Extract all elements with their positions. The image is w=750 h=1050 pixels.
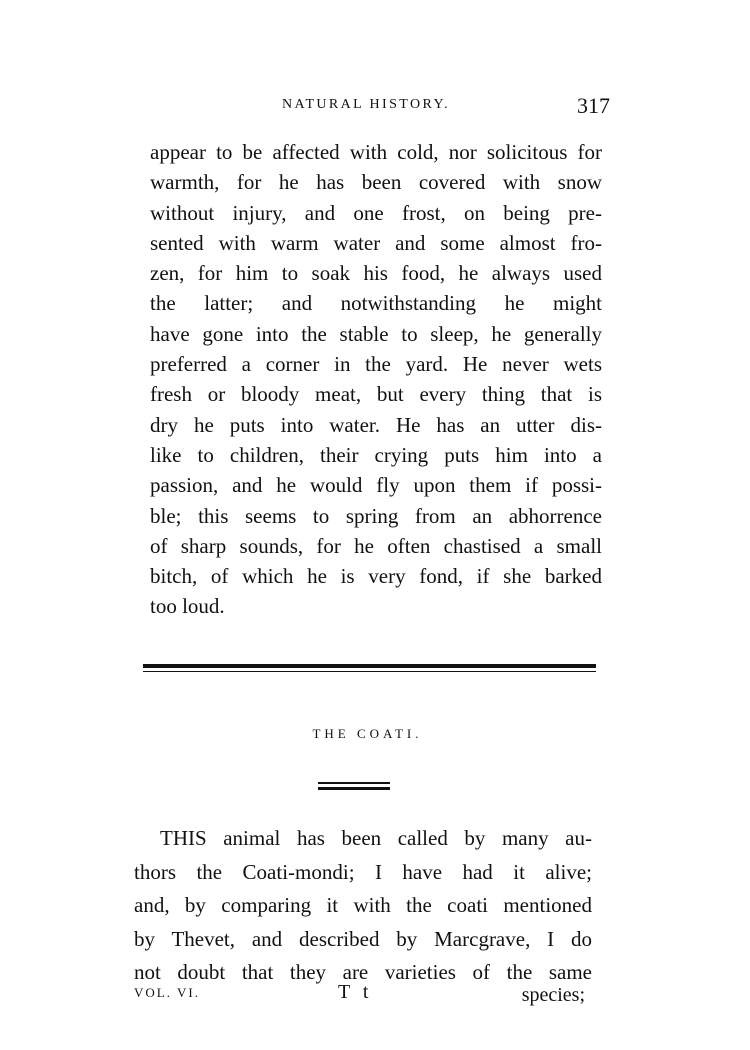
body-paragraph <box>150 137 602 622</box>
signature-mark: T t <box>338 981 373 1003</box>
body-line: zen, for him to soak his food, he always used <box>150 261 602 286</box>
body-line: passion, and he would fly upon them if possi- <box>150 473 602 498</box>
section-line: thors the Coati-mondi; I have had it alive; <box>134 859 592 884</box>
body-line: ble; this seems to spring from an abhorrence <box>150 503 602 528</box>
section-heading: THE COATI. <box>312 726 423 741</box>
section-line: not doubt that they are varieties of the same <box>134 960 592 984</box>
page-number: 317 <box>577 93 610 118</box>
running-title: NATURAL HISTORY. <box>282 97 451 112</box>
heading-rule-thin <box>318 782 390 784</box>
body-line: have gone into the stable to sleep, he generally <box>150 321 602 346</box>
body-line: like to children, their crying puts him into a <box>150 442 602 467</box>
body-line: without injury, and one frost, on being pre- <box>150 200 602 225</box>
body-line: warmth, for he has been covered with snow <box>150 170 602 195</box>
body-line: of sharp sounds, for he often chastised a small <box>150 533 602 558</box>
body-line: preferred a corner in the yard. He never wets <box>150 352 602 377</box>
section-line: THIS animal has been called by many au- <box>160 826 592 850</box>
body-line: the latter; and notwithstanding he might <box>150 291 602 316</box>
catchword: species; <box>521 984 585 1006</box>
body-line: appear to be affected with cold, nor solicitous for <box>150 140 602 164</box>
body-line: dry he puts into water. He has an utter dis- <box>150 412 602 437</box>
running-head <box>150 93 610 123</box>
section-line: and, by comparing it with the coati mentioned <box>134 893 592 917</box>
body-line: sented with warm water and some almost fro- <box>150 230 602 255</box>
body-line: bitch, of which he is very fond, if she barked <box>150 564 602 589</box>
heading-rule-thick <box>318 787 390 790</box>
body-line: too loud. <box>150 594 225 619</box>
volume-signature: VOL. VI. <box>134 985 200 1000</box>
section-line: by Thevet, and described by Marcgrave, I do <box>134 926 592 951</box>
section-paragraph <box>134 822 592 990</box>
section-divider-thick <box>143 664 596 668</box>
body-line: fresh or bloody meat, but every thing that is <box>150 382 602 407</box>
section-divider-thin <box>143 671 596 672</box>
